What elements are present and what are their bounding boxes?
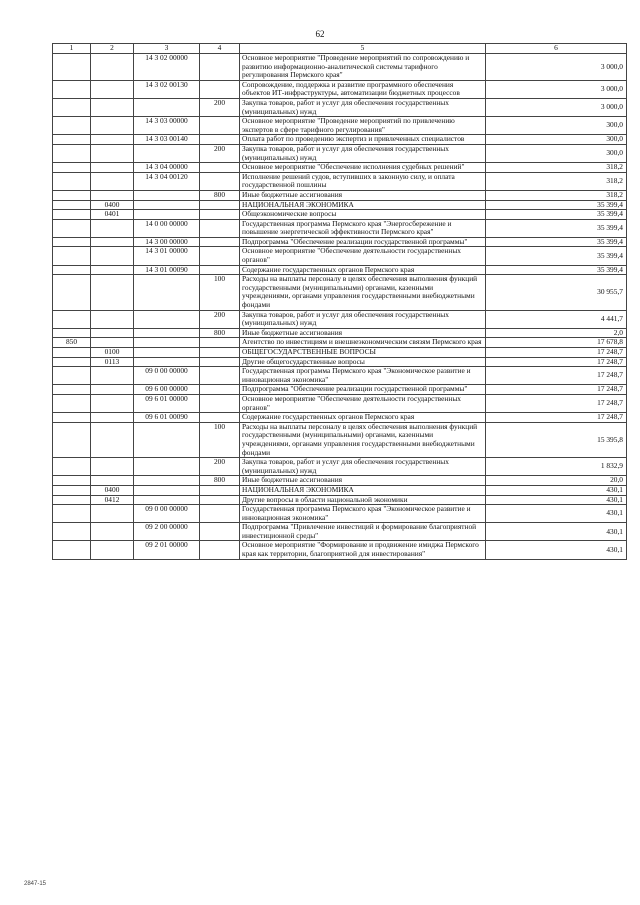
expense-type-cell: 100 [200, 275, 240, 310]
amount-cell: 4 441,7 [486, 310, 627, 328]
budget-table [52, 43, 627, 560]
amount-cell: 35 399,4 [486, 200, 627, 210]
amount-cell: 318,2 [486, 163, 627, 173]
amount-cell: 17 678,8 [486, 338, 627, 348]
table-row [53, 422, 627, 457]
description-cell: НАЦИОНАЛЬНАЯ ЭКОНОМИКА [240, 485, 486, 495]
description-cell: Государственная программа Пермского края "Экономическое развитие и инновационная экономика" [240, 505, 486, 523]
description-cell: Исполнение решений судов, вступивших в законную силу, и оплата государственной пошлины [240, 172, 486, 190]
expense-type-cell [200, 338, 240, 348]
amount-cell: 430,1 [486, 541, 627, 559]
ministry-code-cell [53, 458, 91, 476]
description-cell: Основное мероприятие "Обеспечение деятельности государственных органов" [240, 247, 486, 265]
expense-type-cell [200, 523, 240, 541]
header-row [53, 44, 627, 54]
description-cell: НАЦИОНАЛЬНАЯ ЭКОНОМИКА [240, 200, 486, 210]
section-code-cell [91, 275, 134, 310]
ministry-code-cell [53, 54, 91, 81]
header-cell: 5 [240, 44, 486, 54]
table-row [53, 485, 627, 495]
ministry-code-cell [53, 275, 91, 310]
expense-type-cell: 800 [200, 476, 240, 486]
section-code-cell [91, 541, 134, 559]
ministry-code-cell: 850 [53, 338, 91, 348]
amount-cell: 430,1 [486, 505, 627, 523]
table-row [53, 338, 627, 348]
ministry-code-cell [53, 505, 91, 523]
description-cell: Сопровождение, поддержка и развитие программного обеспечения объектов ИТ-инфраструктуры, автоматизации бюджетных процессов [240, 80, 486, 98]
amount-cell: 2,0 [486, 328, 627, 338]
target-article-cell [134, 348, 200, 358]
target-article-cell [134, 495, 200, 505]
target-article-cell: 09 0 00 00000 [134, 505, 200, 523]
table-row [53, 523, 627, 541]
table-row [53, 413, 627, 423]
section-code-cell: 0113 [91, 357, 134, 367]
target-article-cell: 09 2 01 00000 [134, 541, 200, 559]
section-code-cell: 0400 [91, 485, 134, 495]
description-cell: Другие общегосударственные вопросы [240, 357, 486, 367]
table-row [53, 367, 627, 385]
amount-cell: 35 399,4 [486, 247, 627, 265]
expense-type-cell [200, 485, 240, 495]
target-article-cell [134, 485, 200, 495]
ministry-code-cell [53, 413, 91, 423]
ministry-code-cell [53, 476, 91, 486]
description-cell: Другие вопросы в области национальной экономики [240, 495, 486, 505]
table-row [53, 458, 627, 476]
description-cell: Иные бюджетные ассигнования [240, 190, 486, 200]
amount-cell: 35 399,4 [486, 219, 627, 237]
table-row [53, 348, 627, 358]
expense-type-cell [200, 54, 240, 81]
table-row [53, 144, 627, 162]
description-cell: Подпрограмма "Обеспечение реализации государственной программы" [240, 237, 486, 247]
target-article-cell [134, 328, 200, 338]
amount-cell: 430,1 [486, 495, 627, 505]
section-code-cell [91, 54, 134, 81]
table-row [53, 476, 627, 486]
table-row [53, 541, 627, 559]
expense-type-cell [200, 172, 240, 190]
description-cell: Подпрограмма "Обеспечение реализации государственной программы" [240, 385, 486, 395]
ministry-code-cell [53, 328, 91, 338]
header-cell: 6 [486, 44, 627, 54]
amount-cell: 300,0 [486, 117, 627, 135]
expense-type-cell [200, 219, 240, 237]
ministry-code-cell [53, 190, 91, 200]
amount-cell: 20,0 [486, 476, 627, 486]
section-code-cell: 0412 [91, 495, 134, 505]
table-row [53, 275, 627, 310]
ministry-code-cell [53, 357, 91, 367]
section-code-cell [91, 135, 134, 145]
target-article-cell: 14 3 03 00000 [134, 117, 200, 135]
table-row [53, 495, 627, 505]
description-cell: Государственная программа Пермского края "Энергосбережение и повышение энергетической эффективности Пермского края" [240, 219, 486, 237]
description-cell: ОБЩЕГОСУДАРСТВЕННЫЕ ВОПРОСЫ [240, 348, 486, 358]
table-row [53, 200, 627, 210]
description-cell: Содержание государственных органов Пермского края [240, 413, 486, 423]
ministry-code-cell [53, 237, 91, 247]
amount-cell: 300,0 [486, 144, 627, 162]
section-code-cell [91, 523, 134, 541]
description-cell: Закупка товаров, работ и услуг для обеспечения государственных (муниципальных) нужд [240, 458, 486, 476]
section-code-cell [91, 385, 134, 395]
ministry-code-cell [53, 135, 91, 145]
section-code-cell [91, 117, 134, 135]
page-number: 62 [315, 29, 325, 39]
amount-cell: 430,1 [486, 523, 627, 541]
expense-type-cell: 800 [200, 190, 240, 200]
table-row [53, 190, 627, 200]
ministry-code-cell [53, 422, 91, 457]
ministry-code-cell [53, 523, 91, 541]
ministry-code-cell [53, 265, 91, 275]
expense-type-cell: 200 [200, 458, 240, 476]
description-cell: Основное мероприятие "Проведение мероприятий по привлечению экспертов в сфере тарифного регулирования" [240, 117, 486, 135]
description-cell: Основное мероприятие "Формирование и продвижение имиджа Пермского края как территории, благоприятной для инвестирования" [240, 541, 486, 559]
section-code-cell [91, 338, 134, 348]
target-article-cell: 14 3 00 00000 [134, 237, 200, 247]
ministry-code-cell [53, 117, 91, 135]
target-article-cell [134, 144, 200, 162]
description-cell: Содержание государственных органов Пермского края [240, 265, 486, 275]
expense-type-cell [200, 237, 240, 247]
amount-cell: 17 248,7 [486, 367, 627, 385]
expense-type-cell [200, 385, 240, 395]
ministry-code-cell [53, 144, 91, 162]
description-cell: Общеэкономические вопросы [240, 210, 486, 220]
expense-type-cell [200, 367, 240, 385]
section-code-cell [91, 367, 134, 385]
target-article-cell: 14 3 01 00000 [134, 247, 200, 265]
target-article-cell [134, 190, 200, 200]
header-cell: 4 [200, 44, 240, 54]
target-article-cell: 14 3 02 00000 [134, 54, 200, 81]
target-article-cell [134, 275, 200, 310]
amount-cell: 430,1 [486, 485, 627, 495]
header-cell: 3 [134, 44, 200, 54]
header-cell: 2 [91, 44, 134, 54]
expense-type-cell [200, 348, 240, 358]
ministry-code-cell [53, 247, 91, 265]
table-row [53, 328, 627, 338]
description-cell: Основное мероприятие "Обеспечение деятельности государственных органов" [240, 394, 486, 412]
ministry-code-cell [53, 485, 91, 495]
target-article-cell: 09 6 00 00000 [134, 385, 200, 395]
ministry-code-cell [53, 385, 91, 395]
expense-type-cell [200, 495, 240, 505]
description-cell: Оплата работ по проведению экспертиз и привлеченных специалистов [240, 135, 486, 145]
expense-type-cell [200, 135, 240, 145]
section-code-cell [91, 476, 134, 486]
ministry-code-cell [53, 348, 91, 358]
target-article-cell [134, 357, 200, 367]
header-cell: 1 [53, 44, 91, 54]
section-code-cell [91, 413, 134, 423]
amount-cell: 3 000,0 [486, 80, 627, 98]
expense-type-cell [200, 210, 240, 220]
amount-cell: 300,0 [486, 135, 627, 145]
target-article-cell [134, 338, 200, 348]
ministry-code-cell [53, 210, 91, 220]
amount-cell: 17 248,7 [486, 413, 627, 423]
target-article-cell: 09 0 00 00000 [134, 367, 200, 385]
table-row [53, 394, 627, 412]
section-code-cell [91, 310, 134, 328]
target-article-cell: 14 3 03 00140 [134, 135, 200, 145]
description-cell: Основное мероприятие "Обеспечение исполнения судебных решений" [240, 163, 486, 173]
expense-type-cell [200, 163, 240, 173]
table-row [53, 98, 627, 116]
description-cell: Иные бюджетные ассигнования [240, 476, 486, 486]
ministry-code-cell [53, 310, 91, 328]
ministry-code-cell [53, 200, 91, 210]
amount-cell: 17 248,7 [486, 357, 627, 367]
amount-cell: 30 955,7 [486, 275, 627, 310]
section-code-cell: 0401 [91, 210, 134, 220]
description-cell: Агентство по инвестициям и внешнеэкономическим связям Пермского края [240, 338, 486, 348]
expense-type-cell [200, 394, 240, 412]
target-article-cell [134, 422, 200, 457]
description-cell: Закупка товаров, работ и услуг для обеспечения государственных (муниципальных) нужд [240, 98, 486, 116]
ministry-code-cell [53, 394, 91, 412]
section-code-cell [91, 237, 134, 247]
table-row [53, 163, 627, 173]
amount-cell: 318,2 [486, 172, 627, 190]
target-article-cell [134, 98, 200, 116]
footer-code: 2847-15 [24, 881, 47, 887]
section-code-cell: 0100 [91, 348, 134, 358]
amount-cell: 1 832,9 [486, 458, 627, 476]
amount-cell: 3 000,0 [486, 54, 627, 81]
expense-type-cell: 200 [200, 144, 240, 162]
target-article-cell: 14 3 01 00090 [134, 265, 200, 275]
expense-type-cell [200, 413, 240, 423]
description-cell: Расходы на выплаты персоналу в целях обеспечения выполнения функций государственными (муниципальными) органами, казенными учреждениями, органами управления государственными внебюджетными фондами [240, 275, 486, 310]
table-row [53, 172, 627, 190]
amount-cell: 15 395,8 [486, 422, 627, 457]
description-cell: Расходы на выплаты персоналу в целях обеспечения выполнения функций государственными (муниципальными) органами, казенными учреждениями, органами управления государственными внебюджетными фондами [240, 422, 486, 457]
amount-cell: 17 248,7 [486, 385, 627, 395]
table-row [53, 135, 627, 145]
section-code-cell [91, 505, 134, 523]
description-cell: Государственная программа Пермского края "Экономическое развитие и инновационная экономика" [240, 367, 486, 385]
table-row [53, 310, 627, 328]
section-code-cell [91, 265, 134, 275]
target-article-cell: 09 2 00 00000 [134, 523, 200, 541]
amount-cell: 35 399,4 [486, 210, 627, 220]
target-article-cell: 14 0 00 00000 [134, 219, 200, 237]
expense-type-cell: 200 [200, 310, 240, 328]
table-row [53, 219, 627, 237]
section-code-cell [91, 163, 134, 173]
target-article-cell [134, 200, 200, 210]
table-row [53, 265, 627, 275]
table-row [53, 237, 627, 247]
ministry-code-cell [53, 163, 91, 173]
section-code-cell [91, 422, 134, 457]
target-article-cell: 14 3 04 00000 [134, 163, 200, 173]
expense-type-cell [200, 200, 240, 210]
expense-type-cell: 100 [200, 422, 240, 457]
ministry-code-cell [53, 172, 91, 190]
expense-type-cell [200, 80, 240, 98]
table-row [53, 505, 627, 523]
description-cell: Закупка товаров, работ и услуг для обеспечения государственных (муниципальных) нужд [240, 310, 486, 328]
amount-cell: 318,2 [486, 190, 627, 200]
table-row [53, 385, 627, 395]
section-code-cell [91, 98, 134, 116]
target-article-cell [134, 458, 200, 476]
table-row [53, 247, 627, 265]
section-code-cell: 0400 [91, 200, 134, 210]
description-cell: Основное мероприятие "Проведение мероприятий по сопровождению и развитию информационно-аналитической системы тарифного регулирования Пермского края" [240, 54, 486, 81]
ministry-code-cell [53, 80, 91, 98]
amount-cell: 17 248,7 [486, 348, 627, 358]
expense-type-cell: 200 [200, 98, 240, 116]
ministry-code-cell [53, 495, 91, 505]
description-cell: Закупка товаров, работ и услуг для обеспечения государственных (муниципальных) нужд [240, 144, 486, 162]
expense-type-cell [200, 117, 240, 135]
amount-cell: 35 399,4 [486, 237, 627, 247]
ministry-code-cell [53, 219, 91, 237]
ministry-code-cell [53, 541, 91, 559]
description-cell: Подпрограмма "Привлечение инвестиций и формирование благоприятной инвестиционной среды" [240, 523, 486, 541]
section-code-cell [91, 80, 134, 98]
target-article-cell: 14 3 04 00120 [134, 172, 200, 190]
section-code-cell [91, 458, 134, 476]
section-code-cell [91, 394, 134, 412]
ministry-code-cell [53, 98, 91, 116]
expense-type-cell [200, 247, 240, 265]
target-article-cell [134, 476, 200, 486]
expense-type-cell [200, 541, 240, 559]
expense-type-cell [200, 357, 240, 367]
section-code-cell [91, 172, 134, 190]
amount-cell: 17 248,7 [486, 394, 627, 412]
table-row [53, 357, 627, 367]
target-article-cell: 09 6 01 00000 [134, 394, 200, 412]
section-code-cell [91, 328, 134, 338]
target-article-cell: 14 3 02 00130 [134, 80, 200, 98]
section-code-cell [91, 190, 134, 200]
section-code-cell [91, 219, 134, 237]
target-article-cell [134, 210, 200, 220]
ministry-code-cell [53, 367, 91, 385]
table-row [53, 117, 627, 135]
section-code-cell [91, 247, 134, 265]
section-code-cell [91, 144, 134, 162]
target-article-cell [134, 310, 200, 328]
target-article-cell: 09 6 01 00090 [134, 413, 200, 423]
expense-type-cell: 800 [200, 328, 240, 338]
table-row [53, 210, 627, 220]
amount-cell: 35 399,4 [486, 265, 627, 275]
table-row [53, 80, 627, 98]
description-cell: Иные бюджетные ассигнования [240, 328, 486, 338]
amount-cell: 3 000,0 [486, 98, 627, 116]
expense-type-cell [200, 265, 240, 275]
expense-type-cell [200, 505, 240, 523]
table-row [53, 54, 627, 81]
